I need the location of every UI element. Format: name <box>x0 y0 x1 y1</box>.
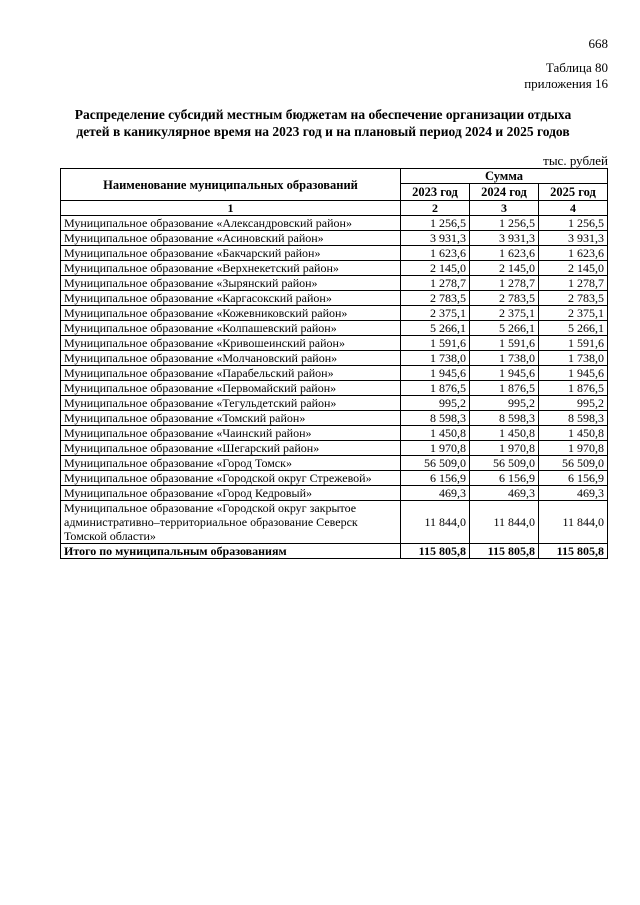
amount-cell: 11 844,0 <box>401 501 470 544</box>
amount-cell: 1 945,6 <box>470 366 539 381</box>
column-number: 4 <box>539 201 608 216</box>
municipality-name: Муниципальное образование «Кожевниковский район» <box>61 306 401 321</box>
amount-cell: 6 156,9 <box>539 471 608 486</box>
amount-cell: 1 256,5 <box>470 216 539 231</box>
amount-cell: 3 931,3 <box>539 231 608 246</box>
amount-cell: 2 145,0 <box>539 261 608 276</box>
municipality-name: Муниципальное образование «Колпашевский район» <box>61 321 401 336</box>
amount-cell: 1 970,8 <box>539 441 608 456</box>
amount-cell: 1 450,8 <box>401 426 470 441</box>
municipality-name: Муниципальное образование «Бакчарский район» <box>61 246 401 261</box>
amount-cell: 2 375,1 <box>470 306 539 321</box>
amount-cell: 1 256,5 <box>539 216 608 231</box>
municipality-name: Муниципальное образование «Томский район» <box>61 411 401 426</box>
column-number: 2 <box>401 201 470 216</box>
amount-cell: 5 266,1 <box>470 321 539 336</box>
table-row <box>61 486 608 501</box>
column-header-name: Наименование муниципальных образований <box>61 169 401 201</box>
table-row <box>61 351 608 366</box>
table-body <box>61 216 608 559</box>
amount-cell: 2 375,1 <box>539 306 608 321</box>
municipality-name: Муниципальное образование «Молчановский район» <box>61 351 401 366</box>
amount-cell: 1 591,6 <box>539 336 608 351</box>
amount-cell: 2 783,5 <box>470 291 539 306</box>
amount-cell: 1 738,0 <box>539 351 608 366</box>
document-title <box>40 106 606 140</box>
amount-cell: 115 805,8 <box>401 544 470 559</box>
table-row <box>61 396 608 411</box>
table-row <box>61 441 608 456</box>
table-row <box>61 456 608 471</box>
amount-cell: 995,2 <box>401 396 470 411</box>
municipality-name: Муниципальное образование «Кривошеинский район» <box>61 336 401 351</box>
amount-cell: 1 738,0 <box>401 351 470 366</box>
amount-cell: 1 591,6 <box>470 336 539 351</box>
table-row <box>61 381 608 396</box>
municipality-name: Муниципальное образование «Шегарский район» <box>61 441 401 456</box>
municipality-name: Муниципальное образование «Асиновский район» <box>61 231 401 246</box>
amount-cell: 1 623,6 <box>401 246 470 261</box>
amount-cell: 115 805,8 <box>470 544 539 559</box>
table-row <box>61 426 608 441</box>
municipality-name: Муниципальное образование «Тегульдетский район» <box>61 396 401 411</box>
table-row <box>61 471 608 486</box>
table-reference-line: приложения 16 <box>524 76 608 91</box>
amount-cell: 56 509,0 <box>539 456 608 471</box>
amount-cell: 11 844,0 <box>539 501 608 544</box>
table-row <box>61 501 608 544</box>
amount-cell: 1 738,0 <box>470 351 539 366</box>
document-title-line: Распределение субсидий местным бюджетам на обеспечение организации отдыха <box>74 107 572 122</box>
amount-cell: 1 945,6 <box>539 366 608 381</box>
amount-cell: 8 598,3 <box>401 411 470 426</box>
amount-cell: 56 509,0 <box>470 456 539 471</box>
subsidy-table <box>60 168 608 559</box>
amount-cell: 469,3 <box>470 486 539 501</box>
municipality-name: Муниципальное образование «Городской округ закрытое административно–территориальное образование Северск Томской области» <box>61 501 401 544</box>
amount-cell: 1 450,8 <box>539 426 608 441</box>
table-row <box>61 411 608 426</box>
municipality-name: Муниципальное образование «Парабельский район» <box>61 366 401 381</box>
municipality-name: Муниципальное образование «Зырянский район» <box>61 276 401 291</box>
amount-cell: 1 945,6 <box>401 366 470 381</box>
amount-cell: 6 156,9 <box>401 471 470 486</box>
amount-cell: 5 266,1 <box>401 321 470 336</box>
column-number: 3 <box>470 201 539 216</box>
table-row <box>61 321 608 336</box>
amount-cell: 6 156,9 <box>470 471 539 486</box>
column-header-year: 2024 год <box>470 184 539 201</box>
amount-cell: 1 876,5 <box>539 381 608 396</box>
column-header-year: 2025 год <box>539 184 608 201</box>
amount-cell: 469,3 <box>539 486 608 501</box>
column-header-year: 2023 год <box>401 184 470 201</box>
column-header-sum: Сумма <box>401 169 608 184</box>
amount-cell: 56 509,0 <box>401 456 470 471</box>
table-row <box>61 261 608 276</box>
total-row <box>61 544 608 559</box>
amount-cell: 1 591,6 <box>401 336 470 351</box>
table-row <box>61 366 608 381</box>
amount-cell: 1 876,5 <box>401 381 470 396</box>
amount-cell: 1 623,6 <box>539 246 608 261</box>
amount-cell: 1 278,7 <box>539 276 608 291</box>
amount-cell: 1 278,7 <box>401 276 470 291</box>
amount-cell: 1 876,5 <box>470 381 539 396</box>
amount-cell: 8 598,3 <box>539 411 608 426</box>
table-row <box>61 306 608 321</box>
amount-cell: 995,2 <box>470 396 539 411</box>
amount-cell: 1 278,7 <box>470 276 539 291</box>
amount-cell: 1 970,8 <box>401 441 470 456</box>
table-row <box>61 246 608 261</box>
table-row <box>61 216 608 231</box>
amount-cell: 2 145,0 <box>470 261 539 276</box>
amount-cell: 2 783,5 <box>401 291 470 306</box>
amount-cell: 995,2 <box>539 396 608 411</box>
units-label: тыс. рублей <box>543 153 608 168</box>
amount-cell: 5 266,1 <box>539 321 608 336</box>
municipality-name: Муниципальное образование «Город Томск» <box>61 456 401 471</box>
municipality-name: Муниципальное образование «Чаинский район» <box>61 426 401 441</box>
table-row <box>61 276 608 291</box>
municipality-name: Муниципальное образование «Городской округ Стрежевой» <box>61 471 401 486</box>
amount-cell: 1 623,6 <box>470 246 539 261</box>
amount-cell: 2 145,0 <box>401 261 470 276</box>
amount-cell: 3 931,3 <box>470 231 539 246</box>
amount-cell: 1 970,8 <box>470 441 539 456</box>
table-reference-line: Таблица 80 <box>545 60 608 75</box>
amount-cell: 469,3 <box>401 486 470 501</box>
page-number: 668 <box>588 36 608 51</box>
amount-cell: 2 783,5 <box>539 291 608 306</box>
table-row <box>61 231 608 246</box>
table-reference <box>524 60 608 92</box>
amount-cell: 2 375,1 <box>401 306 470 321</box>
amount-cell: 115 805,8 <box>539 544 608 559</box>
amount-cell: 8 598,3 <box>470 411 539 426</box>
amount-cell: 1 256,5 <box>401 216 470 231</box>
amount-cell: 3 931,3 <box>401 231 470 246</box>
municipality-name: Муниципальное образование «Город Кедровый» <box>61 486 401 501</box>
document-title-line: детей в каникулярное время на 2023 год и на плановый период 2024 и 2025 годов <box>76 124 570 139</box>
table-row <box>61 291 608 306</box>
municipality-name: Муниципальное образование «Александровский район» <box>61 216 401 231</box>
amount-cell: 11 844,0 <box>470 501 539 544</box>
municipality-name: Муниципальное образование «Первомайский район» <box>61 381 401 396</box>
column-number: 1 <box>61 201 401 216</box>
table-row <box>61 336 608 351</box>
municipality-name: Муниципальное образование «Верхнекетский район» <box>61 261 401 276</box>
total-label: Итого по муниципальным образованиям <box>61 544 401 559</box>
amount-cell: 1 450,8 <box>470 426 539 441</box>
municipality-name: Муниципальное образование «Каргасокский район» <box>61 291 401 306</box>
